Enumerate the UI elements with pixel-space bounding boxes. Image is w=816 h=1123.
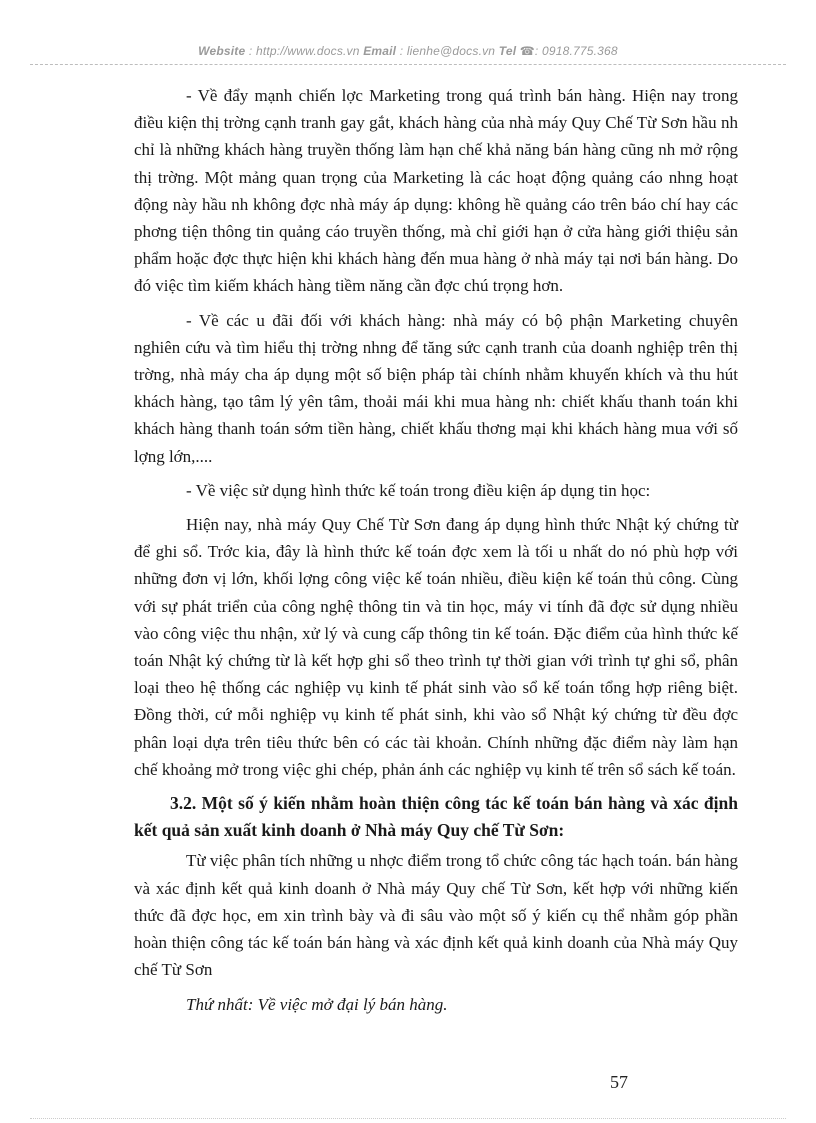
email-link[interactable]: : lienhe@docs.vn	[399, 44, 496, 58]
website-label: Website	[198, 44, 246, 58]
page-header	[30, 44, 786, 58]
paragraph-customer-incentives: - Về các u đãi đối với khách hàng: nhà máy có bộ phận Marketing chuyên nghiên cứu và tìm hiểu thị trờng nhng để tăng sức cạnh tranh của doanh nghiệp trên thị trờng, nhà máy cha áp dụng một số biện pháp tài chính nhằm khuyến khích và thu hút khách hàng, tạo tâm lý yên tâm, thoải mái khi mua hàng nh: chiết khấu thanh toán khi khách hàng thanh toán sớm tiền hàng, chiết khấu thơng mại khi khách hàng mua với số lợng lớn,....	[134, 310, 738, 466]
section-heading: 3.2. Một số ý kiến nhằm hoàn thiện công tác kế toán bán hàng và xác định kết quả sản xuất kinh doanh ở Nhà máy Quy chế Từ Sơn:	[134, 793, 738, 841]
email-label: Email	[363, 44, 397, 58]
document-body	[134, 82, 738, 1025]
paragraph-first-proposal: Thứ nhất: Về việc mở đại lý bán hàng.	[186, 994, 448, 1014]
tel-label: Tel	[498, 44, 517, 58]
page-number: 57	[610, 1072, 628, 1092]
paragraph-accounting-form: Hiện nay, nhà máy Quy Chế Từ Sơn đang áp dụng hình thức Nhật ký chứng từ để ghi sổ. Trớc kia, đây là hình thức kế toán đợc xem là tối u nhất do nó phù hợp với những đơn vị lớn, khối lợng công việc kế toán nhiều, điều kiện kế toán thủ công. Cùng với sự phát triển của công nghệ thông tin và tin học, máy vi tính đã đợc sử dụng nhiều vào công việc thu nhận, xử lý và cung cấp thông tin kế toán. Đặc điểm của hình thức kế toán Nhật ký chứng từ là kết hợp ghi sổ theo trình tự thời gian với trình tự ghi sổ, phân loại theo hệ thống các nghiệp vụ kinh tế phát sinh vào sổ kế toán tổng hợp riêng biệt. Đồng thời, cứ mỗi nghiệp vụ kinh tế phát sinh, khi vào sổ Nhật ký chứng từ đều đợc phân loại dựa trên tiêu thức bên có các tài khoản. Chính những đặc điểm này làm hạn chế khoảng mở trong việc ghi chép, phản ánh các nghiệp vụ kinh tế trên sổ sách kế toán.	[134, 515, 738, 779]
paragraph-accounting-form-intro: - Về việc sử dụng hình thức kế toán trong điều kiện áp dụng tin học:	[186, 480, 651, 500]
header-divider	[30, 64, 786, 65]
footer-divider	[30, 1118, 786, 1119]
tel-value: ☎: 0918.775.368	[519, 44, 618, 58]
paragraph-marketing: - Về đẩy mạnh chiến lợc Marketing trong quá trình bán hàng. Hiện nay trong điều kiện thị trờng cạnh tranh gay gắt, khách hàng của nhà máy Quy Chế Từ Sơn hầu nh chỉ là những khách hàng truyền thống làm hạn chế khả năng bán hàng cũng nh mở rộng thị trờng. Một mảng quan trọng của Marketing là các hoạt động quảng cáo nhng hoạt động này hầu nh không đợc nhà máy áp dụng: không hề quảng cáo trên báo chí hay các phơng tiện thông tin quảng cáo truyền thống, mà chỉ giới hạn ở cửa hàng giới thiệu sản phẩm hoặc đợc thực hiện khi khách hàng đến mua hàng ở nhà máy tại nơi bán hàng. Do đó việc tìm kiếm khách hàng tiềm năng cần đợc chú trọng hơn.	[134, 86, 738, 296]
paragraph-proposals: Từ việc phân tích những u nhợc điểm trong tổ chức công tác hạch toán. bán hàng và xác định kết quả kinh doanh ở Nhà máy Quy chế Từ Sơn, kết hợp với những kiến thức đã đợc học, em xin trình bày và đi sâu vào một số ý kiến cụ thể nhằm góp phần hoàn thiện công tác kế toán bán hàng và xác định kết quả kinh doanh của Nhà máy Quy chế Từ Sơn	[134, 851, 738, 980]
website-link[interactable]: : http://www.docs.vn	[248, 44, 360, 58]
